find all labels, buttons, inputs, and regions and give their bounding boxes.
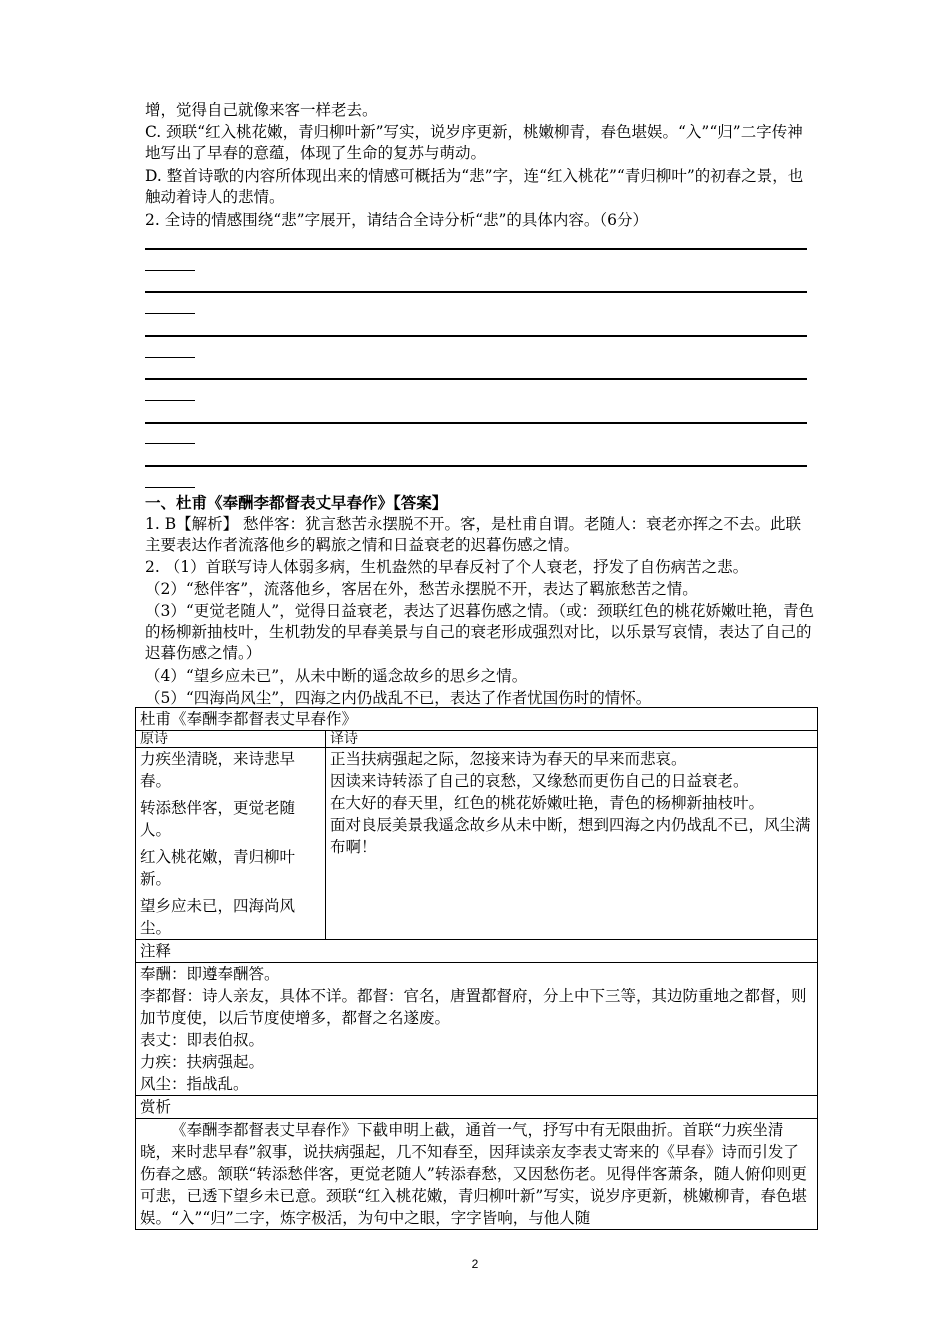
translation-line: 因读来诗转添了自己的哀愁，又缘愁而更伤自己的日益衰老。 bbox=[330, 772, 749, 790]
note-item: 李都督：诗人亲友，具体不详。都督：官名，唐置都督府，分上中下三等，其边防重地之都督，则加节度使，以后节度使增多，都督之名遂废。 bbox=[140, 987, 807, 1027]
answer-line-short bbox=[145, 443, 195, 444]
question-2: 2. 全诗的情感围绕“悲”字展开，请结合全诗分析“悲”的具体内容。（6分） bbox=[145, 211, 649, 229]
answer-2-4: （4）“望乡应未已”，从未中断的遥念故乡的思乡之情。 bbox=[145, 667, 528, 685]
translation-line: 面对良辰美景我遥念故乡从未中断，想到四海之内仍战乱不已，风尘满布啊！ bbox=[330, 816, 811, 856]
note-item: 力疾：扶病强起。 bbox=[140, 1053, 265, 1071]
answer-1: 1. B【解析】 愁伴客：犹言愁苦永摆脱不开。客，是杜甫自谓。老随人：衰老亦挥之不去。此联主要表达作者流落他乡的羁旅之情和日益衰老的迟暮伤感之情。 bbox=[145, 515, 802, 554]
poem-cell bbox=[136, 748, 326, 940]
translation-line: 在大好的春天里，红色的桃花娇嫩吐艳，青色的杨柳新抽枝叶。 bbox=[330, 794, 765, 812]
option-d: D. 整首诗歌的内容所体现出来的情感可概括为“悲”字，连“红入桃花”“青归柳叶”的初春之景，也触动着诗人的悲情。 bbox=[145, 167, 804, 206]
appreciation-text: 《奉酬李都督表丈早春作》下截申明上截，通首一气，抒写中有无限曲折。首联“力疾坐清晓，来时悲早春”叙事，说扶病强起，几不知春至，因拜读亲友李表丈寄来的《早春》诗而引发了伤春之感。颔联“转添愁伴客，更觉老随人”转添春愁，又因愁伤老。见得伴客萧条，随人俯仰则更可悲，已透下望乡未已意。颈联“红入桃花嫩，青归柳叶新”写实，说岁序更新，桃嫩柳青，春色堪娱。“入”“归”二字，炼字极活，为句中之眼，字字皆响，与他人随 bbox=[136, 1119, 818, 1230]
answer-line bbox=[145, 378, 807, 380]
col-original-header: 原诗 bbox=[136, 731, 326, 748]
answer-line-short bbox=[145, 357, 195, 358]
answer-line-short bbox=[145, 400, 195, 401]
answer-2-2: （2）“愁伴客”，流落他乡，客居在外，愁苦永摆脱不开，表达了羁旅愁苦之情。 bbox=[145, 580, 698, 598]
answer-line-short bbox=[145, 270, 195, 271]
answer-2-1: 2. （1）首联写诗人体弱多病，生机盎然的早春反衬了个人衰老，抒发了自伤病苦之悲。 bbox=[145, 558, 749, 576]
answer-line bbox=[145, 291, 807, 293]
poem-line: 望乡应未已，四海尚风尘。 bbox=[140, 897, 296, 937]
note-item: 奉酬：即遵奉酬答。 bbox=[140, 965, 280, 983]
translation-cell bbox=[326, 748, 818, 940]
poem-line: 红入桃花嫩，青归柳叶新。 bbox=[140, 848, 296, 888]
answer-line bbox=[145, 422, 807, 424]
poem-line: 力疾坐清晓，来诗悲早春。 bbox=[140, 750, 296, 790]
table-title: 杜甫《奉酬李都督表丈早春作》 bbox=[136, 708, 818, 731]
top-line-1: 增，觉得自己就像来客一样老去。 bbox=[145, 101, 378, 119]
reference-table bbox=[135, 707, 818, 1230]
answer-line-short bbox=[145, 313, 195, 314]
note-item: 风尘：指战乱。 bbox=[140, 1075, 249, 1093]
notes-cell bbox=[136, 963, 818, 1096]
appreciation-heading: 赏析 bbox=[136, 1096, 818, 1119]
answer-2-3: （3）“更觉老随人”，觉得日益衰老，表达了迟暮伤感之情。（或：颈联红色的桃花娇嫩吐艳，青色的杨柳新抽枝叶，生机勃发的早春美景与自己的衰老形成强烈对比，以乐景写哀情，表达了自己的迟暮伤感之情。） bbox=[145, 602, 814, 662]
note-item: 表丈：即表伯叔。 bbox=[140, 1031, 265, 1049]
answer-2-5: （5）“四海尚风尘”，四海之内仍战乱不已，表达了作者忧国伤时的情怀。 bbox=[145, 689, 652, 707]
poem-line: 转添愁伴客，更觉老随人。 bbox=[140, 799, 296, 839]
translation-line: 正当扶病强起之际，忽接来诗为春天的早来而悲哀。 bbox=[330, 750, 687, 768]
answer-heading: 一、杜甫《奉酬李都督表丈早春作》【答案】 bbox=[145, 493, 448, 512]
page-number: 2 bbox=[471, 1257, 479, 1271]
answer-line-short bbox=[145, 487, 195, 488]
col-translation-header: 译诗 bbox=[326, 731, 818, 748]
notes-heading: 注释 bbox=[136, 940, 818, 963]
option-c: C. 颈联“红入桃花嫩，青归柳叶新”写实，说岁序更新，桃嫩柳青，春色堪娱。“入”“归”二字传神地写出了早春的意蕴，体现了生命的复苏与萌动。 bbox=[145, 123, 803, 162]
answer-line bbox=[145, 465, 807, 467]
answer-line bbox=[145, 248, 807, 250]
answer-line bbox=[145, 335, 807, 337]
